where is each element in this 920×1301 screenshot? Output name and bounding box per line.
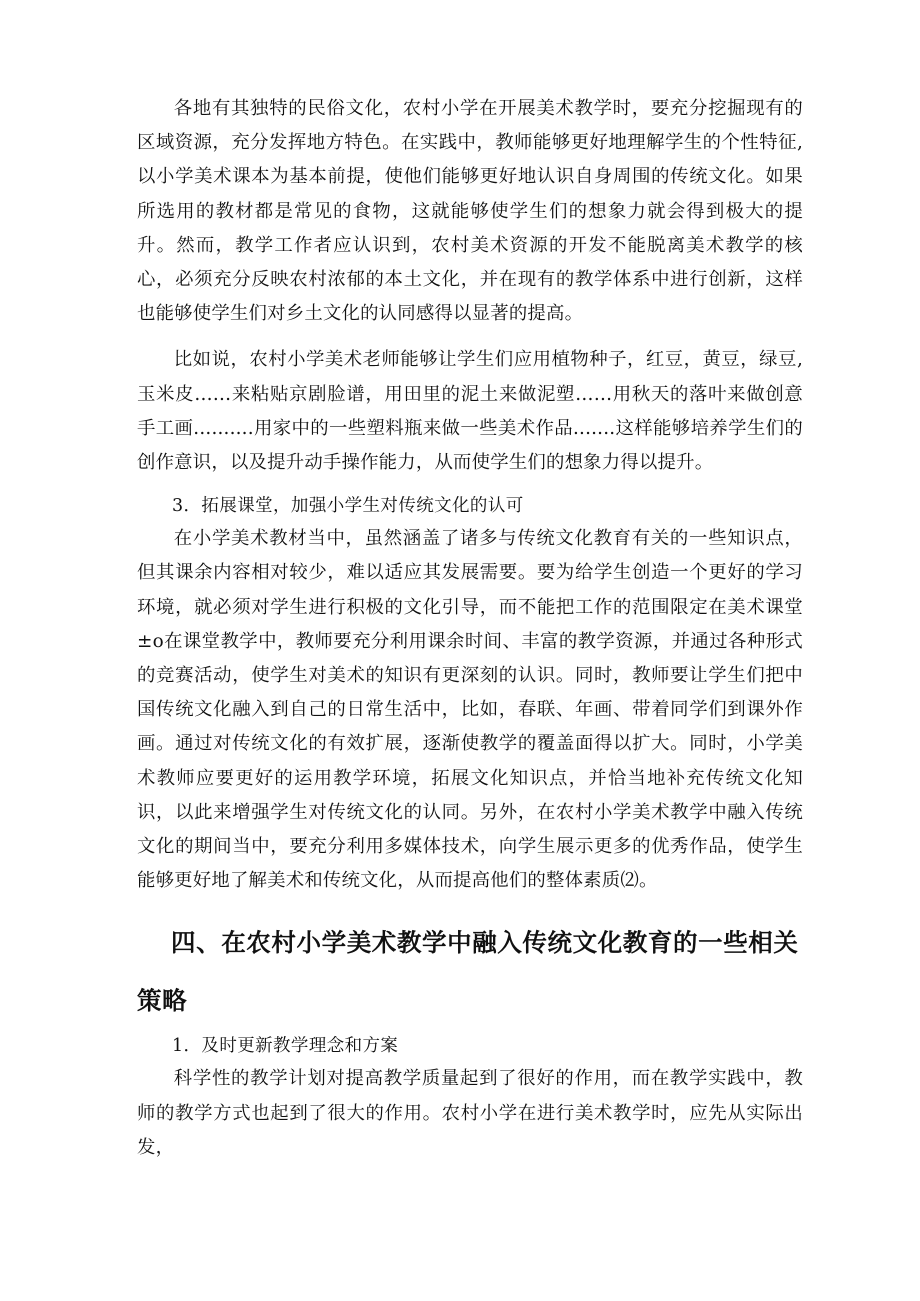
document-page bbox=[137, 92, 803, 1165]
paragraph-textbook-content: 在小学美术教材当中，虽然涵盖了诸多与传统文化教育有关的一些知识点，但其课余内容相对较少，难以适应其发展需要。要为给学生创造一个更好的学习环境，就必须对学生进行积极的文化引导，而不能把工作的范围限定在美术课堂±o在课堂教学中，教师要充分利用课余时间、丰富的教学资源，并通过各种形式的竞赛活动，使学生对美术的知识有更深刻的认识。同时，教师要让学生们把中国传统文化融入到自己的日常生活中，比如，春联、年画、带着同学们到课外作画。通过对传统文化的有效扩展，逐渐使教学的覆盖面得以扩大。同时，小学美术教师应要更好的运用教学环境，拓展文化知识点，并恰当地补充传统文化知识，以此来增强学生对传统文化的认同。另外，在农村小学美术教学中融入传统文化的期间当中，要充分利用多媒体技术，向学生展示更多的优秀作品，使学生能够更好地了解美术和传统文化，从而提高他们的整体素质⑵。 bbox=[137, 528, 803, 892]
subheading-update-concepts: 1．及时更新教学理念和方案 bbox=[172, 1036, 399, 1057]
paragraph-example-materials: 比如说，农村小学美术老师能够让学生们应用植物种子，红豆，黄豆，绿豆,玉米皮……来粘贴京剧脸谱，用田里的泥土来做泥塑……用秋天的落叶来做创意手工画..........用家中的一些塑料瓶来做一些美术作品.......这样能够培养学生们的创作意识，以及提升动手操作能力，从而使学生们的想象力得以提升。 bbox=[137, 349, 803, 474]
section-heading-strategies: 四、在农村小学美术教学中融入传统文化教育的一些相关策略 bbox=[137, 928, 799, 1016]
paragraph-local-culture: 各地有其独特的民俗文化，农村小学在开展美术教学时，要充分挖掘现有的区域资源，充分发挥地方特色。在实践中，教师能够更好地理解学生的个性特征,以小学美术课本为基本前提，使他们能够更好地认识自身周围的传统文化。如果所选用的教材都是常见的食物，这就能够使学生们的想象力就会得到极大的提升。然而，教学工作者应认识到，农村美术资源的开发不能脱离美术教学的核心，必须充分反映农村浓郁的本土文化，并在现有的教学体系中进行创新，这样也能够使学生们对乡土文化的认同感得以显著的提高。 bbox=[137, 98, 803, 325]
subheading-expand-classroom: 3．拓展课堂，加强小学生对传统文化的认可 bbox=[172, 496, 524, 517]
paragraph-teaching-plan: 科学性的教学计划对提高教学质量起到了很好的作用，而在教学实践中，教师的教学方式也起到了很大的作用。农村小学在进行美术教学时，应先从实际出发， bbox=[137, 1068, 803, 1158]
